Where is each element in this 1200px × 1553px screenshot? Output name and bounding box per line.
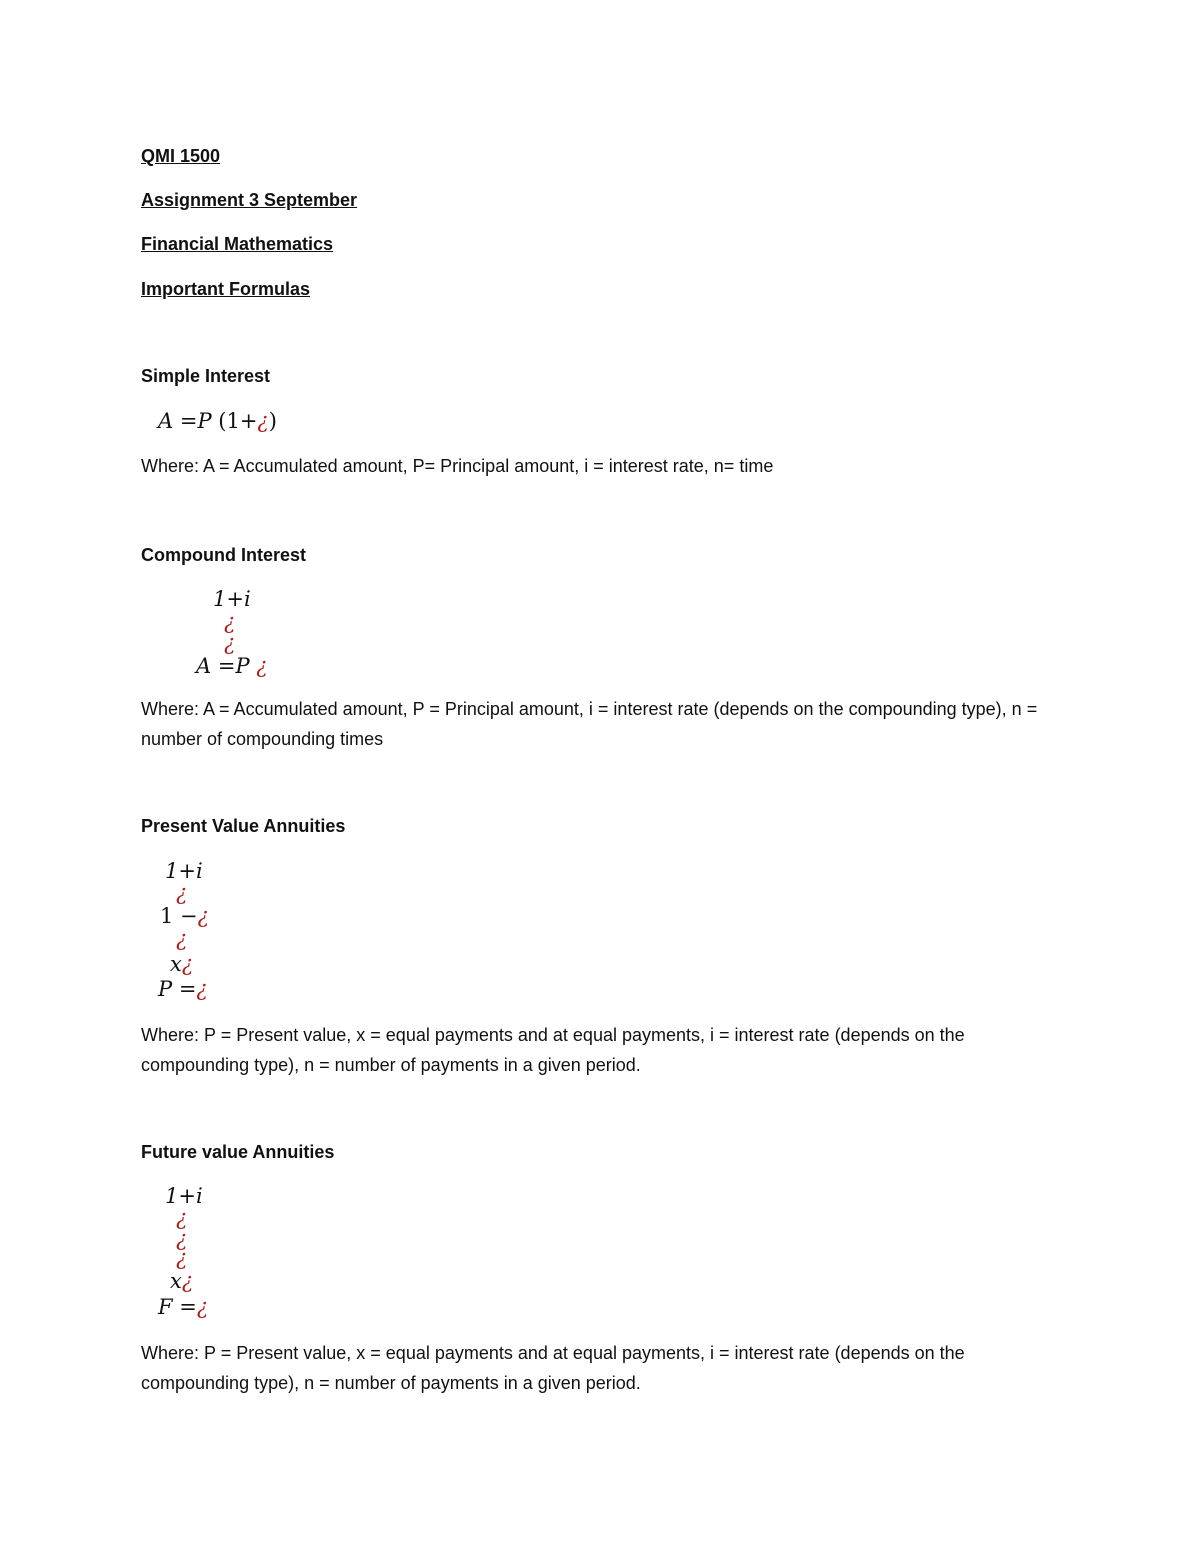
formula-glyph: ¿ [176, 881, 188, 905]
formula-op: 1 − [160, 904, 198, 928]
simple-interest-where: Where: A = Accumulated amount, P= Principal amount, i = interest rate, n= time [141, 456, 774, 476]
formula-var: A [158, 409, 174, 433]
compound-interest-title: Compound Interest [141, 545, 306, 565]
formula-glyph: ¿ [196, 1295, 209, 1319]
formula-op: = [211, 654, 236, 678]
subject-title: Financial Mathematics [141, 234, 334, 254]
compound-interest-where: Where: A = Accumulated amount, P = Principal amount, i = interest rate (depends on the compounding type), n = number of compounding times [141, 699, 1038, 749]
formula-op: = [172, 977, 197, 1001]
formula-glyph: ¿ [176, 1227, 188, 1251]
formula-op: = [172, 1295, 197, 1319]
formula-line: 1+i [165, 1184, 203, 1208]
formula-var: P [197, 409, 212, 433]
formula-glyph: ¿ [257, 409, 269, 433]
formula-glyph: ¿ [224, 631, 236, 655]
formula-line: 1+i [165, 859, 203, 883]
simple-interest-formula [158, 410, 277, 433]
formula-var: P [158, 977, 173, 1001]
course-code: QMI 1500 [141, 146, 221, 166]
formula-line [170, 953, 193, 976]
formula-glyph: ¿ [197, 904, 209, 928]
topic-title: Important Formulas [141, 279, 311, 299]
formula-glyph: ¿ [176, 1206, 188, 1230]
formula-glyph: ¿ [196, 977, 208, 1001]
formula-op: = [173, 409, 198, 433]
future-value-where: Where: P = Present value, x = equal payments and at equal payments, i = interest rate (depends on the compounding type), n = number of payments in a given period. [141, 1343, 965, 1393]
formula-glyph: ¿ [181, 1269, 194, 1293]
formula-var: P [235, 654, 257, 678]
formula-line: 1+i [213, 587, 251, 611]
formula-var: x [170, 952, 182, 976]
formula-glyph: ¿ [181, 952, 194, 976]
formula-glyph: ¿ [256, 654, 268, 678]
formula-var: A [196, 654, 212, 678]
future-value-title: Future value Annuities [141, 1142, 335, 1162]
formula-var: x [170, 1269, 182, 1293]
formula-line [158, 1296, 208, 1319]
formula-line [158, 978, 208, 1001]
present-value-title: Present Value Annuities [141, 816, 346, 836]
formula-line [196, 655, 268, 678]
formula-glyph: ¿ [176, 1246, 188, 1270]
formula-line [160, 905, 209, 928]
formula-op: (1+ [211, 409, 258, 433]
present-value-where: Where: P = Present value, x = equal payments and at equal payments, i = interest rate (depends on the compounding type), n = number of payments in a given period. [141, 1025, 965, 1075]
simple-interest-title: Simple Interest [141, 366, 271, 386]
assignment-title: Assignment 3 September [141, 190, 358, 210]
formula-glyph: ¿ [224, 610, 236, 634]
formula-line [170, 1270, 193, 1293]
formula-var: F [158, 1295, 173, 1319]
formula-op: ) [268, 409, 277, 433]
formula-glyph: ¿ [176, 927, 188, 951]
